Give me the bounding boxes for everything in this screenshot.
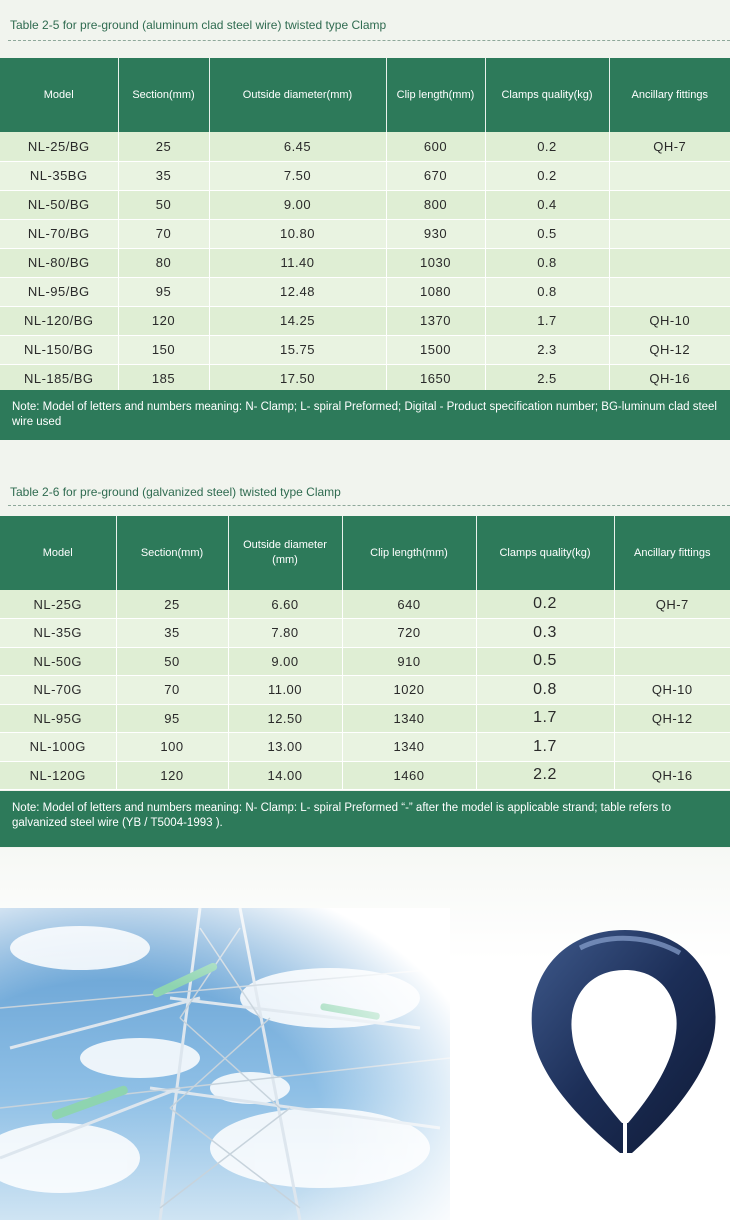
photo-area xyxy=(0,848,730,1220)
cell-clamps-quality: 0.5 xyxy=(485,219,609,248)
wire-rope-thimble-image xyxy=(520,918,730,1158)
cell-outside-diameter: 13.00 xyxy=(228,733,342,762)
cell-clip-length: 640 xyxy=(342,590,476,619)
cell-outside-diameter: 11.00 xyxy=(228,676,342,705)
cell-clip-length: 800 xyxy=(386,190,485,219)
table-row xyxy=(0,590,730,619)
cell-ancillary-fittings xyxy=(614,733,730,762)
table-row xyxy=(0,277,730,306)
cell-clamps-quality: 2.3 xyxy=(485,335,609,364)
cell-model: NL-120G xyxy=(0,761,116,790)
cell-ancillary-fittings: QH-7 xyxy=(609,132,730,161)
cell-clamps-quality: 2.5 xyxy=(485,364,609,393)
cell-ancillary-fittings: QH-10 xyxy=(609,306,730,335)
cell-section: 35 xyxy=(118,161,209,190)
cell-clip-length: 1080 xyxy=(386,277,485,306)
table-row xyxy=(0,647,730,676)
cell-ancillary-fittings: QH-12 xyxy=(609,335,730,364)
cell-section: 50 xyxy=(116,647,228,676)
cell-model: NL-25G xyxy=(0,590,116,619)
table-row xyxy=(0,761,730,790)
cell-clip-length: 1340 xyxy=(342,704,476,733)
table-body xyxy=(0,590,730,790)
cell-clip-length: 910 xyxy=(342,647,476,676)
table-header-row xyxy=(0,516,730,590)
cell-clamps-quality: 0.5 xyxy=(476,647,614,676)
cell-model: NL-120/BG xyxy=(0,306,118,335)
cell-clip-length: 1020 xyxy=(342,676,476,705)
table-2-6-note: Note: Model of letters and numbers meaning: N- Clamp: L- spiral Preformed “-” after the model is applicable strand; table refers to galvanized steel wire (YB / T5004-1993 ). xyxy=(0,791,730,847)
cell-outside-diameter: 15.75 xyxy=(209,335,386,364)
cell-outside-diameter: 10.80 xyxy=(209,219,386,248)
cell-ancillary-fittings xyxy=(609,161,730,190)
cell-clamps-quality: 2.2 xyxy=(476,761,614,790)
cell-clip-length: 1460 xyxy=(342,761,476,790)
table-row xyxy=(0,132,730,161)
cell-ancillary-fittings xyxy=(614,619,730,648)
table-row xyxy=(0,619,730,648)
cell-section: 150 xyxy=(118,335,209,364)
cell-outside-diameter: 7.80 xyxy=(228,619,342,648)
cell-clamps-quality: 1.7 xyxy=(476,733,614,762)
header-model: Model xyxy=(0,58,118,132)
cell-ancillary-fittings: QH-7 xyxy=(614,590,730,619)
transmission-tower-image xyxy=(0,908,450,1220)
table-2-6-caption: Table 2-6 for pre-ground (galvanized steel) twisted type Clamp xyxy=(10,485,341,499)
header-section: Section(mm) xyxy=(116,516,228,590)
cell-outside-diameter: 14.00 xyxy=(228,761,342,790)
table-row xyxy=(0,190,730,219)
table-row xyxy=(0,676,730,705)
header-ancillary-fittings: Ancillary fittings xyxy=(614,516,730,590)
cell-model: NL-50/BG xyxy=(0,190,118,219)
cell-outside-diameter: 7.50 xyxy=(209,161,386,190)
cell-clip-length: 720 xyxy=(342,619,476,648)
cell-model: NL-185/BG xyxy=(0,364,118,393)
cell-section: 50 xyxy=(118,190,209,219)
cell-outside-diameter: 9.00 xyxy=(228,647,342,676)
header-outside-diameter: Outside diameter(mm) xyxy=(209,58,386,132)
cell-clip-length: 670 xyxy=(386,161,485,190)
cell-model: NL-80/BG xyxy=(0,248,118,277)
cell-model: NL-35G xyxy=(0,619,116,648)
cell-model: NL-50G xyxy=(0,647,116,676)
cell-section: 80 xyxy=(118,248,209,277)
cell-outside-diameter: 17.50 xyxy=(209,364,386,393)
cell-clip-length: 1340 xyxy=(342,733,476,762)
cell-section: 35 xyxy=(116,619,228,648)
header-clamps-quality: Clamps quality(kg) xyxy=(476,516,614,590)
cell-model: NL-35BG xyxy=(0,161,118,190)
cell-clamps-quality: 0.3 xyxy=(476,619,614,648)
cell-clamps-quality: 0.2 xyxy=(485,132,609,161)
caption-divider xyxy=(8,40,730,41)
cell-section: 70 xyxy=(118,219,209,248)
table-2-5-note: Note: Model of letters and numbers meaning: N- Clamp; L- spiral Preformed; Digital - Product specification number; BG-luminum clad steel wire used xyxy=(0,390,730,440)
cell-clip-length: 1650 xyxy=(386,364,485,393)
header-model: Model xyxy=(0,516,116,590)
cell-outside-diameter: 12.48 xyxy=(209,277,386,306)
cell-clamps-quality: 0.2 xyxy=(476,590,614,619)
cell-outside-diameter: 9.00 xyxy=(209,190,386,219)
table-2-5 xyxy=(0,58,730,394)
cell-clamps-quality: 0.8 xyxy=(485,277,609,306)
header-clip-length: Clip length(mm) xyxy=(386,58,485,132)
table-row xyxy=(0,335,730,364)
cell-section: 25 xyxy=(118,132,209,161)
cell-ancillary-fittings: QH-12 xyxy=(614,704,730,733)
cell-section: 185 xyxy=(118,364,209,393)
header-clamps-quality: Clamps quality(kg) xyxy=(485,58,609,132)
cell-section: 95 xyxy=(118,277,209,306)
table-row xyxy=(0,161,730,190)
cell-outside-diameter: 14.25 xyxy=(209,306,386,335)
cell-ancillary-fittings xyxy=(609,190,730,219)
cell-ancillary-fittings: QH-16 xyxy=(614,761,730,790)
table-row xyxy=(0,306,730,335)
table-row xyxy=(0,733,730,762)
header-clip-length: Clip length(mm) xyxy=(342,516,476,590)
cell-clamps-quality: 0.4 xyxy=(485,190,609,219)
cell-clamps-quality: 1.7 xyxy=(476,704,614,733)
cell-ancillary-fittings xyxy=(609,277,730,306)
header-outside-diameter: Outside diameter (mm) xyxy=(228,516,342,590)
header-ancillary-fittings: Ancillary fittings xyxy=(609,58,730,132)
cell-outside-diameter: 11.40 xyxy=(209,248,386,277)
cell-clip-length: 1370 xyxy=(386,306,485,335)
table-row xyxy=(0,704,730,733)
cell-clamps-quality: 1.7 xyxy=(485,306,609,335)
cell-model: NL-25/BG xyxy=(0,132,118,161)
cell-outside-diameter: 6.45 xyxy=(209,132,386,161)
table-2-6 xyxy=(0,516,730,790)
cell-model: NL-95/BG xyxy=(0,277,118,306)
cell-model: NL-150/BG xyxy=(0,335,118,364)
cell-section: 95 xyxy=(116,704,228,733)
cell-ancillary-fittings xyxy=(609,248,730,277)
cell-ancillary-fittings xyxy=(609,219,730,248)
cell-clip-length: 1030 xyxy=(386,248,485,277)
cell-model: NL-100G xyxy=(0,733,116,762)
table-2-5-caption: Table 2-5 for pre-ground (aluminum clad steel wire) twisted type Clamp xyxy=(10,18,387,32)
cell-clamps-quality: 0.2 xyxy=(485,161,609,190)
table-row xyxy=(0,248,730,277)
cell-section: 120 xyxy=(116,761,228,790)
cell-clip-length: 600 xyxy=(386,132,485,161)
cell-section: 100 xyxy=(116,733,228,762)
cell-model: NL-70/BG xyxy=(0,219,118,248)
cell-ancillary-fittings xyxy=(614,647,730,676)
table-header-row xyxy=(0,58,730,132)
cell-section: 120 xyxy=(118,306,209,335)
table-row xyxy=(0,219,730,248)
table-row xyxy=(0,364,730,393)
cell-outside-diameter: 12.50 xyxy=(228,704,342,733)
caption-divider xyxy=(8,505,730,506)
table-body xyxy=(0,132,730,393)
cell-clip-length: 930 xyxy=(386,219,485,248)
cell-clamps-quality: 0.8 xyxy=(485,248,609,277)
cell-model: NL-95G xyxy=(0,704,116,733)
cell-model: NL-70G xyxy=(0,676,116,705)
cell-ancillary-fittings: QH-16 xyxy=(609,364,730,393)
cell-clip-length: 1500 xyxy=(386,335,485,364)
cell-section: 25 xyxy=(116,590,228,619)
cell-clamps-quality: 0.8 xyxy=(476,676,614,705)
header-section: Section(mm) xyxy=(118,58,209,132)
cell-ancillary-fittings: QH-10 xyxy=(614,676,730,705)
cell-outside-diameter: 6.60 xyxy=(228,590,342,619)
cell-section: 70 xyxy=(116,676,228,705)
